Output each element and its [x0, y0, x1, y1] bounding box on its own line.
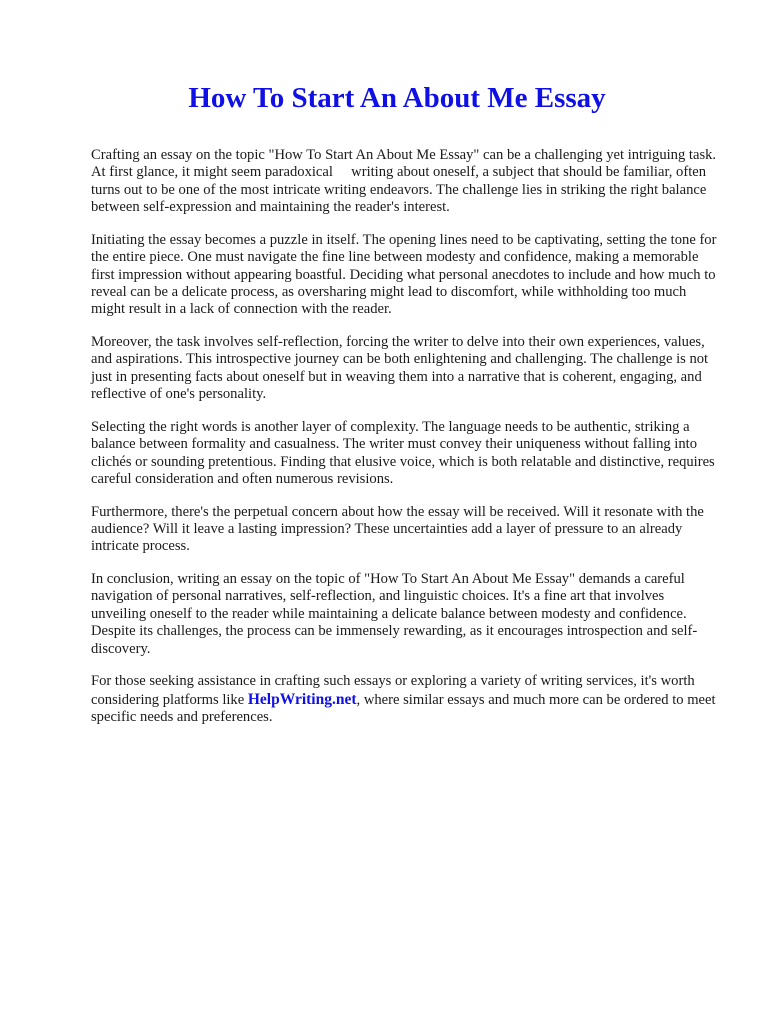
paragraph-5: Furthermore, there's the perpetual concern about how the essay will be received. Will it resonate with the audience? Will it leave a lasting impression? These uncertainties add a layer of pressure to an already intricate process. [91, 503, 704, 555]
helpwriting-link[interactable]: HelpWriting.net [247, 690, 357, 708]
closing-text-after-link: , where similar essays and much more can be ordered to meet specific needs and preferences. [91, 691, 716, 726]
paragraph-2: Initiating the essay becomes a puzzle in itself. The opening lines need to be captivating, setting the tone for the entire piece. One must navigate the fine line between modesty and confidence, making a memorable first impression without appearing boastful. Deciding what personal anecdotes to include and how much to reveal can be a delicate process, as oversharing might lead to discomfort, while withholding too much might result in a lack of connection with the reader. [91, 231, 717, 318]
paragraph-1: Crafting an essay on the topic "How To Start An About Me Essay" can be a challenging yet intriguing task. At first glance, it might seem paradoxical writing about oneself, a subject that should be familiar, often turns out to be one of the most intricate writing endeavors. The challenge lies in striking the right balance between self-expression and maintaining the reader's interest. [91, 147, 717, 216]
essay-body [91, 147, 719, 742]
paragraph-4: Selecting the right words is another layer of complexity. The language needs to be authentic, striking a balance between formality and casualness. The writer must convey their uniqueness without falling into clichés or sounding pretentious. Finding that elusive voice, which is both relatable and distinctive, requires careful consideration and often numerous revisions. [91, 418, 715, 488]
page-title: How To Start An About Me Essay [188, 82, 606, 114]
paragraph-3: Moreover, the task involves self-reflection, forcing the writer to delve into their own experiences, values, and aspirations. This introspective journey can be both enlightening and challenging. The challenge is not just in presenting facts about oneself but in weaving them into a narrative that is coherent, engaging, and reflective of one's personality. [91, 334, 709, 403]
paragraph-6: In conclusion, writing an essay on the topic of "How To Start An About Me Essay" demands a careful navigation of personal narratives, self-reflection, and linguistic choices. It's a fine art that involves unveiling oneself to the reader while maintaining a delicate balance between modesty and confidence. Despite its challenges, the process can be immensely rewarding, as it encourages introspection and self-discovery. [91, 571, 698, 657]
closing-paragraph [91, 673, 719, 726]
closing-text-before-link: For those seeking assistance in crafting such essays or exploring a variety of writing services, it's worth considering platforms like [91, 673, 695, 708]
